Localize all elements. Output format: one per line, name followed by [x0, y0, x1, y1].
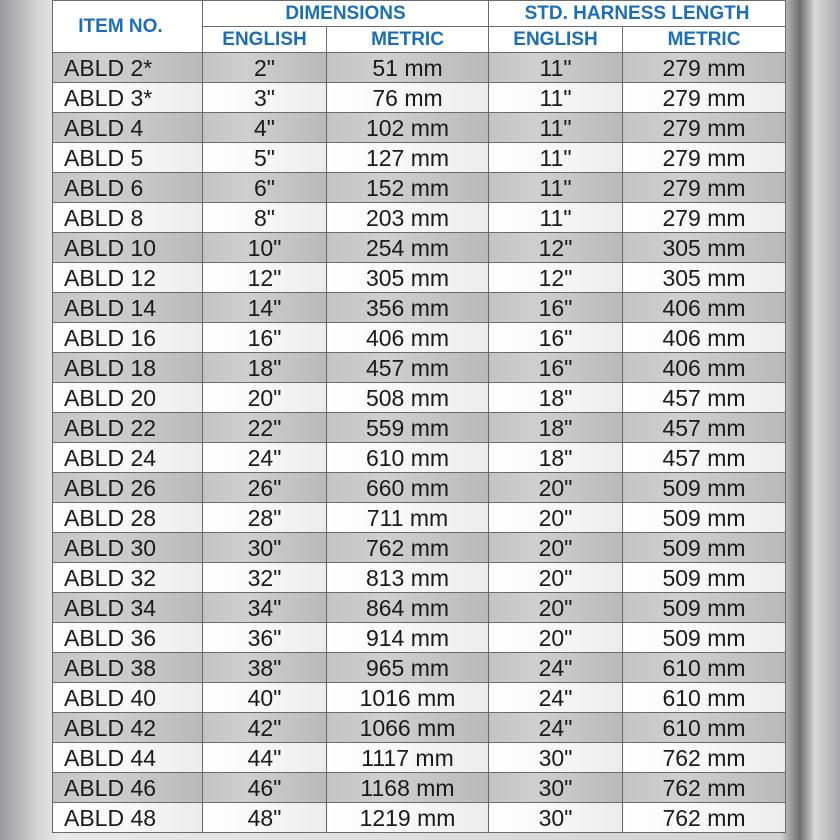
harness-metric-cell: 610 mm	[623, 653, 786, 683]
item-cell: ABLD 4	[53, 113, 203, 143]
harness-metric-cell: 610 mm	[623, 713, 786, 743]
harness-english-cell: 11"	[489, 173, 623, 203]
dim-english-cell: 24"	[203, 443, 327, 473]
header-row-main	[53, 1, 786, 27]
harness-english-cell: 16"	[489, 323, 623, 353]
dim-english-cell: 14"	[203, 293, 327, 323]
spec-table	[52, 0, 786, 833]
dim-metric-cell: 254 mm	[327, 233, 489, 263]
harness-english-cell: 11"	[489, 83, 623, 113]
dim-english-cell: 3"	[203, 83, 327, 113]
item-cell: ABLD 16	[53, 323, 203, 353]
item-cell: ABLD 40	[53, 683, 203, 713]
dim-metric-cell: 102 mm	[327, 113, 489, 143]
harness-english-cell: 18"	[489, 383, 623, 413]
harness-english-cell: 24"	[489, 713, 623, 743]
harness-english-cell: 16"	[489, 353, 623, 383]
table-row	[53, 233, 786, 263]
dim-english-cell: 4"	[203, 113, 327, 143]
harness-english-cell: 18"	[489, 413, 623, 443]
table-row	[53, 473, 786, 503]
harness-length-header: STD. HARNESS LENGTH	[489, 1, 786, 27]
dim-metric-cell: 813 mm	[327, 563, 489, 593]
harness-english-cell: 30"	[489, 803, 623, 833]
harness-english-cell: 12"	[489, 233, 623, 263]
dim-english-cell: 6"	[203, 173, 327, 203]
dim-english-cell: 16"	[203, 323, 327, 353]
harness-metric-cell: 279 mm	[623, 173, 786, 203]
harness-metric-cell: 509 mm	[623, 593, 786, 623]
harness-english-cell: 24"	[489, 683, 623, 713]
harness-metric-cell: 509 mm	[623, 533, 786, 563]
harness-metric-cell: 279 mm	[623, 83, 786, 113]
dim-english-cell: 36"	[203, 623, 327, 653]
dim-english-cell: 40"	[203, 683, 327, 713]
dim-english-cell: 32"	[203, 563, 327, 593]
table-row	[53, 143, 786, 173]
dim-metric-cell: 356 mm	[327, 293, 489, 323]
harness-english-cell: 24"	[489, 653, 623, 683]
dim-metric-cell: 1168 mm	[327, 773, 489, 803]
dim-metric-cell: 305 mm	[327, 263, 489, 293]
dim-metric-cell: 914 mm	[327, 623, 489, 653]
table-row	[53, 653, 786, 683]
item-cell: ABLD 24	[53, 443, 203, 473]
dim-english-cell: 30"	[203, 533, 327, 563]
harness-english-cell: 11"	[489, 203, 623, 233]
harness-metric-cell: 305 mm	[623, 263, 786, 293]
table-row	[53, 593, 786, 623]
dim-metric-cell: 864 mm	[327, 593, 489, 623]
table-row	[53, 323, 786, 353]
dim-metric-cell: 152 mm	[327, 173, 489, 203]
harness-english-cell: 30"	[489, 773, 623, 803]
harness-metric-cell: 279 mm	[623, 113, 786, 143]
table-header	[53, 1, 786, 53]
dim-english-cell: 2"	[203, 53, 327, 83]
table-row	[53, 803, 786, 833]
harness-metric-cell: 457 mm	[623, 383, 786, 413]
harness-metric-cell: 509 mm	[623, 563, 786, 593]
dim-metric-cell: 965 mm	[327, 653, 489, 683]
item-cell: ABLD 5	[53, 143, 203, 173]
dim-english-cell: 34"	[203, 593, 327, 623]
dim-english-cell: 10"	[203, 233, 327, 263]
table-row	[53, 683, 786, 713]
harness-metric-cell: 457 mm	[623, 413, 786, 443]
dim-metric-cell: 508 mm	[327, 383, 489, 413]
table-row	[53, 83, 786, 113]
dim-metric-cell: 711 mm	[327, 503, 489, 533]
dim-metric-cell: 660 mm	[327, 473, 489, 503]
harness-metric-cell: 762 mm	[623, 743, 786, 773]
item-cell: ABLD 42	[53, 713, 203, 743]
table-row	[53, 533, 786, 563]
dim-metric-cell: 610 mm	[327, 443, 489, 473]
dim-english-cell: 18"	[203, 353, 327, 383]
dim-metric-cell: 76 mm	[327, 83, 489, 113]
dim-english-cell: 46"	[203, 773, 327, 803]
harness-metric-cell: 762 mm	[623, 773, 786, 803]
harness-english-cell: 20"	[489, 563, 623, 593]
harness-english-cell: 11"	[489, 53, 623, 83]
dim-metric-cell: 127 mm	[327, 143, 489, 173]
harness-metric-cell: 509 mm	[623, 623, 786, 653]
item-cell: ABLD 26	[53, 473, 203, 503]
table-row	[53, 623, 786, 653]
harness-metric-cell: 406 mm	[623, 353, 786, 383]
dim-metric-cell: 51 mm	[327, 53, 489, 83]
dim-english-header: ENGLISH	[203, 27, 327, 53]
dim-metric-cell: 1117 mm	[327, 743, 489, 773]
item-cell: ABLD 3*	[53, 83, 203, 113]
item-cell: ABLD 18	[53, 353, 203, 383]
harness-metric-cell: 509 mm	[623, 503, 786, 533]
table-row	[53, 263, 786, 293]
dim-metric-cell: 1219 mm	[327, 803, 489, 833]
table-row	[53, 203, 786, 233]
item-cell: ABLD 34	[53, 593, 203, 623]
item-cell: ABLD 32	[53, 563, 203, 593]
dim-english-cell: 22"	[203, 413, 327, 443]
harness-metric-cell: 406 mm	[623, 293, 786, 323]
dim-metric-cell: 559 mm	[327, 413, 489, 443]
dim-english-cell: 12"	[203, 263, 327, 293]
item-cell: ABLD 38	[53, 653, 203, 683]
harness-metric-cell: 279 mm	[623, 203, 786, 233]
item-cell: ABLD 46	[53, 773, 203, 803]
table-row	[53, 173, 786, 203]
dim-metric-cell: 203 mm	[327, 203, 489, 233]
dim-english-cell: 38"	[203, 653, 327, 683]
harness-metric-cell: 610 mm	[623, 683, 786, 713]
dim-english-cell: 26"	[203, 473, 327, 503]
item-cell: ABLD 10	[53, 233, 203, 263]
item-cell: ABLD 14	[53, 293, 203, 323]
harness-metric-cell: 305 mm	[623, 233, 786, 263]
dim-english-cell: 48"	[203, 803, 327, 833]
dim-english-cell: 5"	[203, 143, 327, 173]
dim-metric-cell: 762 mm	[327, 533, 489, 563]
harness-english-cell: 20"	[489, 623, 623, 653]
harness-metric-cell: 406 mm	[623, 323, 786, 353]
table-row	[53, 743, 786, 773]
dimensions-header: DIMENSIONS	[203, 1, 489, 27]
harness-metric-cell: 762 mm	[623, 803, 786, 833]
dim-english-cell: 44"	[203, 743, 327, 773]
harness-english-cell: 20"	[489, 533, 623, 563]
table-row	[53, 503, 786, 533]
harness-english-cell: 18"	[489, 443, 623, 473]
item-cell: ABLD 8	[53, 203, 203, 233]
harness-english-cell: 11"	[489, 113, 623, 143]
harness-english-header: ENGLISH	[489, 27, 623, 53]
item-no-header: ITEM NO.	[53, 1, 203, 53]
table-row	[53, 53, 786, 83]
item-cell: ABLD 36	[53, 623, 203, 653]
table-body	[53, 53, 786, 833]
harness-english-cell: 11"	[489, 143, 623, 173]
item-cell: ABLD 22	[53, 413, 203, 443]
table-row	[53, 563, 786, 593]
harness-metric-cell: 279 mm	[623, 143, 786, 173]
item-cell: ABLD 2*	[53, 53, 203, 83]
dim-metric-cell: 1016 mm	[327, 683, 489, 713]
item-cell: ABLD 48	[53, 803, 203, 833]
harness-english-cell: 12"	[489, 263, 623, 293]
item-cell: ABLD 30	[53, 533, 203, 563]
harness-english-cell: 20"	[489, 503, 623, 533]
item-cell: ABLD 28	[53, 503, 203, 533]
harness-metric-header: METRIC	[623, 27, 786, 53]
table-row	[53, 113, 786, 143]
table-row	[53, 353, 786, 383]
harness-metric-cell: 509 mm	[623, 473, 786, 503]
harness-metric-cell: 457 mm	[623, 443, 786, 473]
dim-english-cell: 20"	[203, 383, 327, 413]
harness-english-cell: 30"	[489, 743, 623, 773]
item-cell: ABLD 6	[53, 173, 203, 203]
table-row	[53, 443, 786, 473]
table-row	[53, 413, 786, 443]
harness-english-cell: 20"	[489, 593, 623, 623]
harness-english-cell: 16"	[489, 293, 623, 323]
item-cell: ABLD 20	[53, 383, 203, 413]
item-cell: ABLD 44	[53, 743, 203, 773]
item-cell: ABLD 12	[53, 263, 203, 293]
table-row	[53, 773, 786, 803]
dim-english-cell: 8"	[203, 203, 327, 233]
table-row	[53, 713, 786, 743]
table-row	[53, 383, 786, 413]
dim-english-cell: 42"	[203, 713, 327, 743]
dim-metric-cell: 406 mm	[327, 323, 489, 353]
dim-metric-header: METRIC	[327, 27, 489, 53]
table-row	[53, 293, 786, 323]
dim-metric-cell: 1066 mm	[327, 713, 489, 743]
dim-english-cell: 28"	[203, 503, 327, 533]
harness-metric-cell: 279 mm	[623, 53, 786, 83]
dim-metric-cell: 457 mm	[327, 353, 489, 383]
harness-english-cell: 20"	[489, 473, 623, 503]
